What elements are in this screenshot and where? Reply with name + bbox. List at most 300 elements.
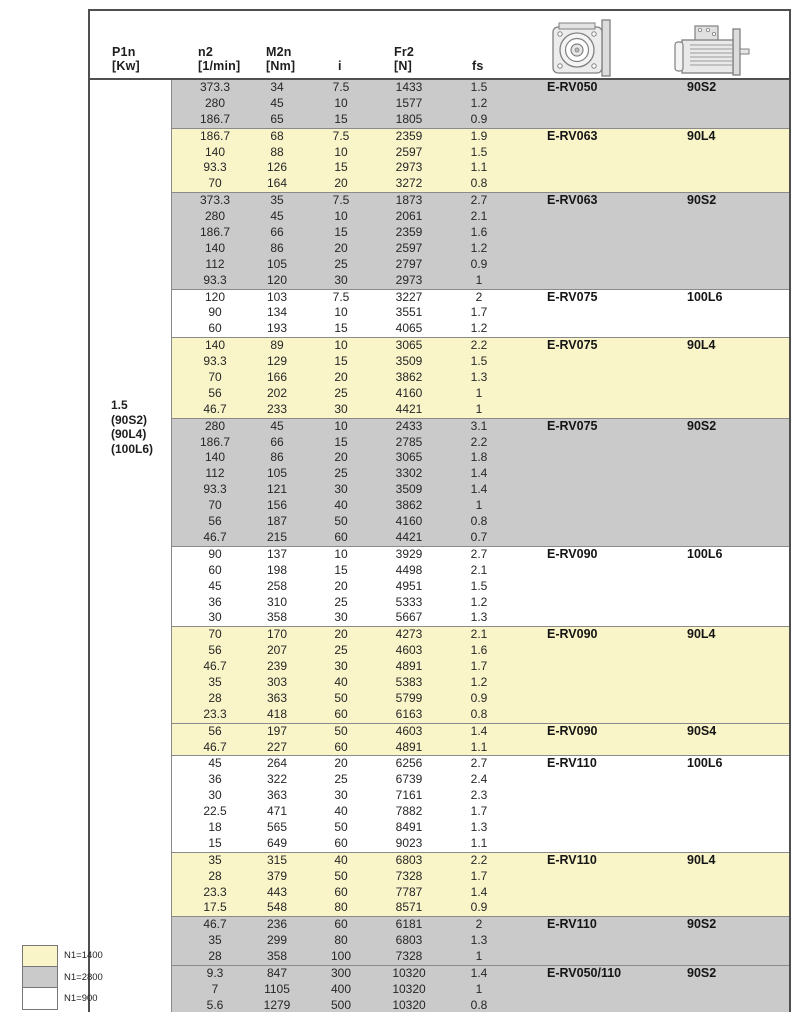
legend-swatch-yellow: [22, 945, 58, 967]
cell-m2n: 129: [266, 354, 288, 369]
cell-fr2: 4498: [395, 562, 423, 577]
table-row: [172, 966, 789, 982]
cell-motor-size: [687, 370, 789, 386]
table-row: [172, 209, 789, 225]
cell-n2: 36: [208, 594, 222, 609]
cell-m2n: 86: [270, 240, 284, 255]
col-header-m2n-line2: [Nm]: [266, 59, 296, 73]
table-row: [172, 112, 789, 128]
cell-fr2: 6163: [395, 706, 423, 721]
cell-n2: 36: [208, 772, 222, 787]
table-row: [172, 788, 789, 804]
cell-motor-size: [687, 402, 789, 418]
cell-model: [514, 530, 687, 546]
cell-fr2: 9023: [395, 835, 423, 850]
cell-fs: 1.4: [470, 466, 488, 481]
cell-i: 7.5: [332, 80, 350, 94]
cell-m2n: 207: [266, 643, 288, 658]
cell-motor-size: [687, 257, 789, 273]
cell-fs: 1.9: [470, 128, 488, 143]
cell-n2: 45: [208, 756, 222, 771]
cell-fr2: 6803: [395, 852, 423, 867]
cell-fr2: 4603: [395, 643, 423, 658]
cell-fs: 1: [475, 498, 483, 513]
cell-motor-size: [687, 707, 789, 723]
cell-i: 10: [334, 546, 348, 561]
cell-model: [514, 804, 687, 820]
cell-n2: 9.3: [206, 965, 224, 980]
table-row: [172, 225, 789, 241]
cell-i: 60: [334, 917, 348, 932]
cell-model: [514, 209, 687, 225]
cell-m2n: 65: [270, 111, 284, 126]
cell-i: 50: [334, 514, 348, 529]
table-row: [172, 900, 789, 916]
cell-fs: 1.5: [470, 144, 488, 159]
cell-fr2: 3065: [395, 450, 423, 465]
cell-fr2: 3227: [395, 289, 423, 304]
cell-fs: 2: [475, 289, 483, 304]
col-header-fr2: [394, 45, 414, 73]
cell-model: [514, 498, 687, 514]
cell-fr2: 3065: [395, 338, 423, 353]
cell-fs: 1: [475, 272, 483, 287]
cell-motor-size: 90S2: [687, 965, 717, 980]
table-row: [172, 707, 789, 723]
cell-fr2: 4421: [395, 401, 423, 416]
cell-motor-size: [687, 885, 789, 901]
cell-i: 30: [334, 401, 348, 416]
table-row: [172, 160, 789, 176]
cell-model: [514, 691, 687, 707]
cell-i: 100: [330, 949, 352, 964]
cell-model: [514, 112, 687, 128]
cell-i: 20: [334, 756, 348, 771]
cell-i: 50: [334, 819, 348, 834]
cell-n2: 93.3: [203, 160, 227, 175]
cell-model: [514, 595, 687, 611]
cell-fs: 0.9: [470, 111, 488, 126]
table-row: [172, 563, 789, 579]
cell-model: [514, 885, 687, 901]
cell-fr2: 10320: [392, 997, 426, 1012]
legend-item-n1-900: [22, 988, 103, 1010]
cell-m2n: 66: [270, 434, 284, 449]
cell-m2n: 86: [270, 450, 284, 465]
cell-n2: 15: [208, 835, 222, 850]
cell-motor-size: 90S2: [687, 80, 717, 94]
cell-fr2: 3272: [395, 176, 423, 191]
cell-model: [514, 386, 687, 402]
cell-fs: 2: [475, 917, 483, 932]
cell-n2: 70: [208, 498, 222, 513]
cell-fs: 3.1: [470, 418, 488, 433]
cell-n2: 70: [208, 370, 222, 385]
cell-motor-size: 90S4: [687, 723, 717, 738]
cell-i: 15: [334, 321, 348, 336]
p1n-column: [90, 80, 172, 1012]
cell-n2: 56: [208, 385, 222, 400]
table-row: [172, 917, 789, 933]
cell-m2n: 187: [266, 514, 288, 529]
cell-fr2: 2973: [395, 160, 423, 175]
cell-model: E-RV090: [547, 723, 598, 738]
cell-m2n: 363: [266, 690, 288, 705]
cell-n2: 280: [204, 418, 226, 433]
table-row: [172, 869, 789, 885]
cell-m2n: 134: [266, 305, 288, 320]
cell-model: [514, 370, 687, 386]
table-row: [172, 885, 789, 901]
cell-model: [514, 225, 687, 241]
cell-m2n: 258: [266, 578, 288, 593]
legend-label: N1=900: [64, 993, 98, 1005]
cell-m2n: 88: [270, 144, 284, 159]
table-groups: [172, 80, 789, 1012]
cell-i: 20: [334, 450, 348, 465]
cell-motor-size: 90S2: [687, 418, 717, 433]
cell-i: 80: [334, 900, 348, 915]
cell-fs: 1.3: [470, 370, 488, 385]
cell-i: 60: [334, 884, 348, 899]
p1n-motor-2: (90L4): [111, 427, 147, 441]
cell-motor-size: [687, 386, 789, 402]
cell-motor-size: [687, 321, 789, 337]
cell-motor-size: [687, 595, 789, 611]
cell-fs: 2.2: [470, 338, 488, 353]
cell-fs: 1: [475, 401, 483, 416]
cell-model: [514, 900, 687, 916]
cell-model: [514, 982, 687, 998]
cell-model: [514, 435, 687, 451]
cell-i: 7.5: [332, 193, 350, 208]
cell-motor-size: [687, 514, 789, 530]
cell-n2: 46.7: [203, 659, 227, 674]
cell-i: 15: [334, 434, 348, 449]
cell-motor-size: [687, 225, 789, 241]
cell-fs: 1.4: [470, 965, 488, 980]
cell-fr2: 4951: [395, 578, 423, 593]
table-row: [172, 354, 789, 370]
col-header-p1n-line2: [Kw]: [112, 59, 140, 73]
cell-motor-size: 90L4: [687, 338, 716, 353]
cell-m2n: 227: [266, 739, 288, 754]
cell-motor-size: [687, 112, 789, 128]
cell-model: [514, 563, 687, 579]
cell-fr2: 6256: [395, 756, 423, 771]
table-row: [172, 176, 789, 192]
cell-model: [514, 869, 687, 885]
cell-fs: 1.7: [470, 804, 488, 819]
cell-fr2: 4421: [395, 529, 423, 544]
cell-model: [514, 321, 687, 337]
cell-n2: 56: [208, 643, 222, 658]
cell-motor-size: 100L6: [687, 289, 723, 304]
cell-m2n: 315: [266, 852, 288, 867]
cell-motor-size: 100L6: [687, 756, 723, 771]
table-row: [172, 96, 789, 112]
cell-n2: 280: [204, 95, 226, 110]
cell-fs: 1.5: [470, 578, 488, 593]
cell-fs: 1.2: [470, 594, 488, 609]
cell-m2n: 89: [270, 338, 284, 353]
cell-i: 60: [334, 835, 348, 850]
cell-n2: 140: [204, 144, 226, 159]
legend-item-n1-2800: [22, 967, 103, 989]
cell-m2n: 471: [266, 804, 288, 819]
cell-fs: 2.7: [470, 193, 488, 208]
table-row: [172, 998, 789, 1012]
cell-i: 40: [334, 852, 348, 867]
cell-fs: 0.8: [470, 176, 488, 191]
cell-n2: 46.7: [203, 529, 227, 544]
table-row: [172, 145, 789, 161]
electric-motor-image: [670, 25, 756, 77]
cell-i: 20: [334, 578, 348, 593]
cell-motor-size: [687, 933, 789, 949]
group-E-RV063-90S2: [172, 192, 789, 288]
cell-n2: 70: [208, 627, 222, 642]
cell-fs: 2.7: [470, 546, 488, 561]
cell-m2n: 358: [266, 949, 288, 964]
cell-fr2: 2785: [395, 434, 423, 449]
table-row: [172, 675, 789, 691]
cell-i: 20: [334, 240, 348, 255]
cell-motor-size: [687, 160, 789, 176]
cell-n2: 90: [208, 546, 222, 561]
legend-label: N1=2800: [64, 971, 103, 983]
cell-motor-size: [687, 305, 789, 321]
cell-i: 60: [334, 529, 348, 544]
cell-m2n: 193: [266, 321, 288, 336]
cell-i: 25: [334, 256, 348, 271]
col-header-n2: [198, 45, 240, 73]
cell-motor-size: [687, 820, 789, 836]
cell-fr2: 1433: [395, 80, 423, 94]
cell-model: [514, 450, 687, 466]
cell-motor-size: [687, 354, 789, 370]
cell-m2n: 103: [266, 289, 288, 304]
cell-fr2: 3551: [395, 305, 423, 320]
cell-fs: 0.8: [470, 997, 488, 1012]
cell-fr2: 4891: [395, 739, 423, 754]
cell-m2n: 68: [270, 128, 284, 143]
table-row: [172, 290, 789, 306]
cell-i: 400: [330, 981, 352, 996]
cell-fs: 1.3: [470, 610, 488, 625]
cell-i: 15: [334, 160, 348, 175]
cell-i: 20: [334, 176, 348, 191]
cell-fr2: 3862: [395, 498, 423, 513]
cell-n2: 46.7: [203, 401, 227, 416]
cell-fr2: 1805: [395, 111, 423, 126]
cell-fr2: 3509: [395, 354, 423, 369]
cell-model: [514, 998, 687, 1012]
cell-motor-size: [687, 241, 789, 257]
group-E-RV050-90S2: [172, 80, 789, 128]
cell-m2n: 565: [266, 819, 288, 834]
table-row: [172, 579, 789, 595]
cell-motor-size: 90L4: [687, 128, 716, 143]
cell-fs: 1.4: [470, 723, 488, 738]
cell-i: 30: [334, 610, 348, 625]
cell-model: [514, 257, 687, 273]
cell-motor-size: [687, 675, 789, 691]
cell-fr2: 10320: [392, 981, 426, 996]
cell-i: 10: [334, 209, 348, 224]
cell-fs: 2.1: [470, 627, 488, 642]
table-row: [172, 836, 789, 852]
table-row: [172, 724, 789, 740]
cell-i: 30: [334, 788, 348, 803]
cell-fs: 1.6: [470, 225, 488, 240]
cell-n2: 186.7: [199, 128, 231, 143]
cell-model: [514, 610, 687, 626]
cell-n2: 46.7: [203, 739, 227, 754]
cell-motor-size: 90L4: [687, 852, 716, 867]
cell-fs: 2.1: [470, 209, 488, 224]
cell-m2n: 548: [266, 900, 288, 915]
col-header-p1n-line1: P1n: [112, 45, 136, 59]
cell-motor-size: 100L6: [687, 546, 723, 561]
cell-motor-size: [687, 643, 789, 659]
cell-i: 10: [334, 418, 348, 433]
p1n-power: 1.5: [111, 398, 128, 412]
table-row: [172, 659, 789, 675]
cell-model: [514, 949, 687, 965]
cell-model: E-RV110: [547, 852, 597, 867]
cell-motor-size: [687, 498, 789, 514]
cell-n2: 17.5: [203, 900, 227, 915]
cell-fs: 1.7: [470, 659, 488, 674]
group-E-RV110-90S2: [172, 916, 789, 965]
cell-m2n: 156: [266, 498, 288, 513]
table-row: [172, 547, 789, 563]
table-row: [172, 595, 789, 611]
cell-m2n: 197: [266, 723, 288, 738]
cell-i: 25: [334, 594, 348, 609]
table-row: [172, 933, 789, 949]
cell-n2: 120: [204, 289, 226, 304]
cell-m2n: 363: [266, 788, 288, 803]
table-row: [172, 982, 789, 998]
cell-fr2: 4160: [395, 514, 423, 529]
cell-model: [514, 820, 687, 836]
cell-fr2: 1577: [395, 95, 423, 110]
cell-m2n: 310: [266, 594, 288, 609]
cell-fr2: 7328: [395, 949, 423, 964]
cell-fs: 1.5: [470, 80, 488, 94]
legend-label: N1=1400: [64, 950, 103, 962]
cell-fr2: 2061: [395, 209, 423, 224]
speed-color-legend: [22, 945, 103, 1010]
table-row: [172, 853, 789, 869]
table-row: [172, 772, 789, 788]
cell-fs: 1.5: [470, 354, 488, 369]
cell-motor-size: [687, 482, 789, 498]
cell-n2: 23.3: [203, 884, 227, 899]
cell-i: 40: [334, 804, 348, 819]
cell-model: [514, 659, 687, 675]
cell-model: [514, 160, 687, 176]
cell-fr2: 3509: [395, 482, 423, 497]
cell-model: [514, 273, 687, 289]
cell-m2n: 164: [266, 176, 288, 191]
legend-swatch-gray: [22, 967, 58, 989]
cell-fr2: 1873: [395, 193, 423, 208]
cell-m2n: 198: [266, 562, 288, 577]
cell-m2n: 236: [266, 917, 288, 932]
group-E-RV075-90L4: [172, 337, 789, 417]
cell-fr2: 2973: [395, 272, 423, 287]
cell-i: 50: [334, 723, 348, 738]
cell-fr2: 7161: [395, 788, 423, 803]
cell-model: [514, 836, 687, 852]
cell-i: 50: [334, 690, 348, 705]
table-row: [172, 370, 789, 386]
cell-n2: 112: [205, 256, 225, 271]
cell-fr2: 2597: [395, 240, 423, 255]
group-E-RV075-100L6: [172, 289, 789, 338]
cell-fr2: 5799: [395, 690, 423, 705]
cell-fr2: 4160: [395, 385, 423, 400]
cell-n2: 28: [208, 949, 222, 964]
cell-model: [514, 933, 687, 949]
cell-fr2: 5667: [395, 610, 423, 625]
col-header-n2-line2: [1/min]: [198, 59, 241, 73]
cell-m2n: 239: [266, 659, 288, 674]
cell-i: 40: [334, 498, 348, 513]
cell-n2: 56: [208, 723, 222, 738]
cell-n2: 35: [208, 852, 222, 867]
cell-i: 60: [334, 739, 348, 754]
cell-fr2: 6803: [395, 933, 423, 948]
table-row: [172, 514, 789, 530]
cell-m2n: 847: [266, 965, 288, 980]
cell-i: 10: [334, 95, 348, 110]
table-header-row: [90, 11, 789, 80]
cell-motor-size: [687, 804, 789, 820]
cell-m2n: 166: [266, 370, 288, 385]
cell-fs: 0.7: [470, 529, 488, 544]
cell-model: E-RV063: [547, 128, 598, 143]
p1n-motor-3: (100L6): [111, 441, 154, 456]
cell-m2n: 233: [266, 401, 288, 416]
cell-n2: 60: [208, 321, 222, 336]
cell-model: E-RV110: [547, 756, 597, 771]
table-row: [172, 627, 789, 643]
cell-fs: 1.6: [470, 643, 488, 658]
cell-fr2: 5333: [395, 594, 423, 609]
cell-m2n: 443: [266, 884, 288, 899]
cell-fr2: 3862: [395, 370, 423, 385]
cell-n2: 373.3: [199, 193, 231, 208]
col-header-i: i: [338, 59, 342, 73]
table-row: [172, 450, 789, 466]
cell-i: 15: [334, 354, 348, 369]
cell-n2: 22.5: [203, 804, 227, 819]
table-row: [172, 691, 789, 707]
cell-fr2: 6739: [395, 772, 423, 787]
cell-model: [514, 643, 687, 659]
cell-m2n: 202: [266, 385, 288, 400]
col-header-m2n-line1: M2n: [266, 45, 292, 59]
cell-fr2: 7882: [395, 804, 423, 819]
cell-fr2: 5383: [395, 674, 423, 689]
cell-model: [514, 740, 687, 756]
cell-m2n: 170: [266, 627, 288, 642]
col-header-n2-line1: n2: [198, 45, 213, 59]
